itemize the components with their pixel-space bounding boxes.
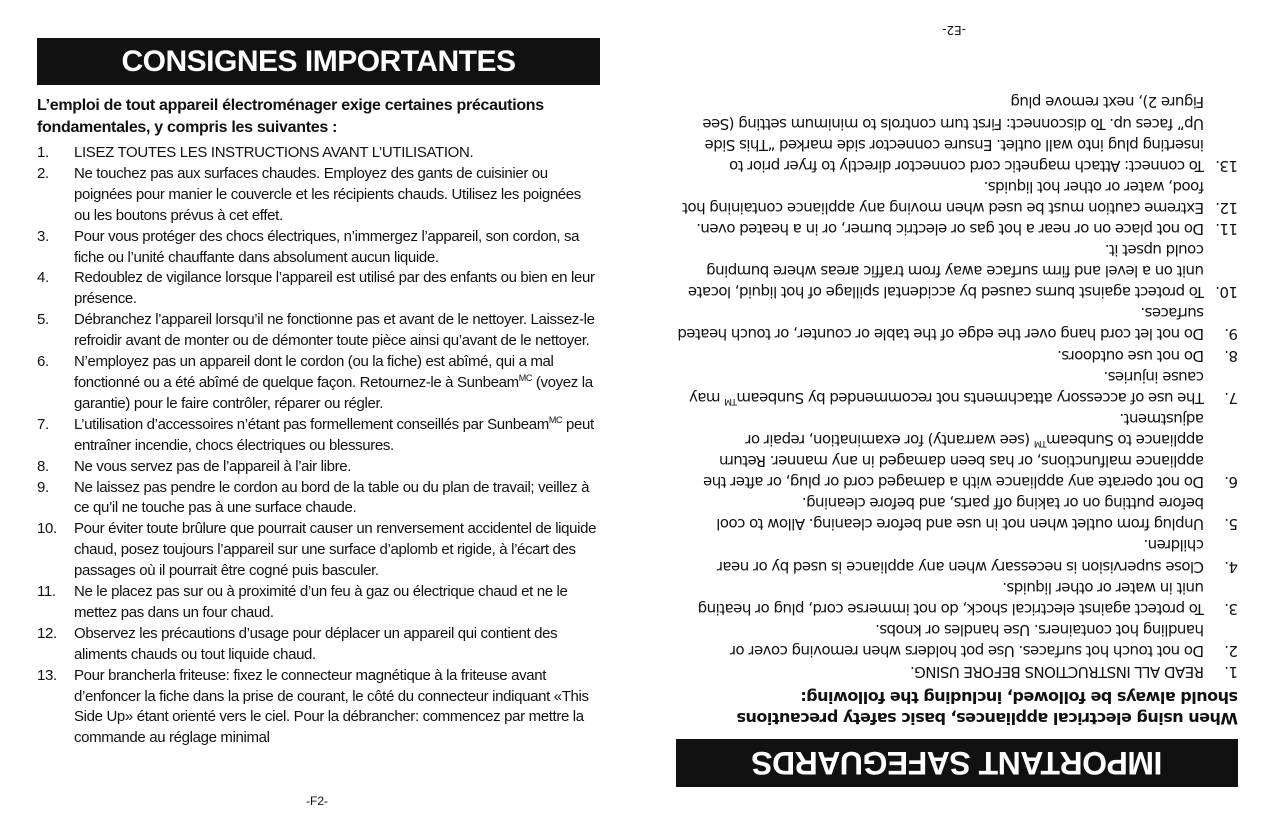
item-number: 8. [37,457,49,475]
item-number: 3. [37,227,49,245]
item-text: Do not use outdoors. [1057,346,1204,365]
item-number: 12. [1215,198,1238,217]
item-text: Close supervision is necessary when any appliance is used by or near children. [717,536,1204,576]
english-page-number: -E2- [942,23,966,37]
item-number: 11. [1215,220,1238,239]
item-number: 4. [37,269,49,287]
english-content [676,91,1238,787]
list-item [676,91,1238,175]
list-item [37,624,600,666]
item-text-part: (see warranty) for examination, repair or adjustment. [745,409,1204,449]
item-number: 4. [1224,557,1238,576]
list-item [37,352,600,415]
item-text: Do not let cord hang over the edge of the table or counter, or touch heated surfaces. [677,304,1204,344]
item-number: 6. [1224,473,1238,492]
item-number: 10. [37,520,57,538]
item-text: Do not touch hot surfaces. Use pot holders when removing cover or handling hot containers. Use handles or knobs. [730,620,1204,660]
french-page-number: -F2- [306,794,328,808]
item-number: 2. [37,164,49,182]
trademark-mark: TM [1034,437,1047,448]
item-number: 7. [1224,388,1238,407]
item-text-part: Do not operate any appliance with a damaged cord or plug, or after the appliance malfunctions, or has been damaged in any manner. Return appliance to Sunbeam [703,430,1204,492]
item-text: Ne laissez pas pendre le cordon au bord de la table ou du plan de travail; veillez à ce qu’il ne touche pas à une surface chaude. [74,478,590,517]
item-text-part: peut entraîner incendie, chocs électriques ou blessures. [74,415,594,454]
item-number: 9. [37,478,49,496]
list-item [676,176,1238,218]
trademark-mark: MC [548,414,563,425]
list-item [37,666,600,750]
item-text: To protect against electrical shock, do not immerse cord, plug or heating unit in water or other liquids. [698,578,1204,618]
list-item [676,577,1238,619]
item-number: 2. [1224,641,1238,660]
french-content [37,38,600,749]
item-number: 13. [1215,156,1238,175]
item-number: 7. [37,415,49,433]
french-safeguards-list [37,143,600,749]
trademark-mark: MC [518,372,533,383]
french-title-banner: CONSIGNES IMPORTANTES [37,38,600,85]
item-text: Ne le placez pas sur ou à proximité d’un feu à gaz ou électrique chaud et ne le mettez pas dans un four chaud. [74,583,568,621]
item-text: Débranchez l’appareil lorsqu’il ne fonctionne pas et avant de le nettoyer. Laissez-le refroidir avant de monter ou de démonter toute pièce ainsi qu’avant de le nettoyer. [74,311,595,350]
item-number: 3. [1224,599,1238,618]
list-item [37,143,600,164]
item-text: Unplug from outlet when not in use and before cleaning. Allow to cool before putting on or taking off parts, and before cleaning. [716,494,1204,534]
french-page [0,0,637,825]
item-text: Pour vous protéger des chocs électriques, n’immergez l’appareil, son cordon, sa fiche ou l’unité chauffante dans absolument aucun liquide. [74,227,580,266]
item-text: LISEZ TOUTES LES INSTRUCTIONS AVANT L’UTILISATION. [74,144,474,161]
item-text-part: L’utilisation d’accessoires n’étant pas formellement conseillés par Sunbeam [74,415,549,433]
item-text: Pour éviter toute brûlure que pourrait causer un renversement accidentel de liquide chaud, posez toujours l’appareil sur une surface d’aplomb et rigide, à l’écart des passages où il pourrait être cogné puis basculer. [74,520,597,580]
item-number: 5. [1224,515,1238,534]
list-item [676,239,1238,302]
item-text [676,408,1204,492]
list-item [37,164,600,227]
item-number: 12. [37,624,57,642]
list-item [37,268,600,310]
english-page [637,0,1275,825]
english-title-banner: IMPORTANT SAFEGUARDS [676,739,1238,787]
item-number: 13. [37,666,57,684]
item-text-part: The use of accessory attachments not recommended by Sunbeam [736,388,1204,407]
list-item [37,227,600,269]
item-text [74,415,600,457]
item-text: Ne vous servez pas de l’appareil à l’air libre. [74,457,352,475]
list-item [37,457,600,478]
list-item [676,408,1238,492]
item-text: To protect against burns caused by accidental spillage of hot liquid, locate unit on a level and firm surface away from traffic areas where bumping could upset it. [688,241,1204,302]
item-number: 8. [1224,346,1238,365]
list-item [676,366,1238,408]
list-item [676,534,1238,576]
english-page-rotated [637,0,1275,825]
item-text [74,352,600,415]
english-intro: When using electrical appliances, basic safety precautions should always be followed, including the following: [736,688,1238,728]
list-item [676,492,1238,534]
item-number: 10. [1215,283,1238,302]
item-text: Redoublez de vigilance lorsque l’appareil est utilisé par des enfants ou bien en leur présence. [74,269,595,308]
item-text-part: (voyez la garantie) pour le faire contrôler, réparer ou régler. [74,373,593,412]
item-text: To connect: Attach magnetic cord connector directly to fryer prior to inserting plug into wall outlet. Ensure connector side marked “This Side Up” faces up. To disconnect: First turn controls to minimum setting (See Figure 2), next remove plug [702,93,1204,175]
item-text: Do not place on or near a hot gas or electric burner, or in a heated oven. [696,220,1204,239]
item-text: Extreme caution must be used when moving any appliance containing hot food, water or other hot liquids. [682,177,1204,217]
item-text [676,366,1204,408]
english-safeguards-list [676,91,1238,682]
item-number: 9. [1224,325,1238,344]
item-number: 11. [37,583,56,601]
list-item [676,619,1238,661]
trademark-mark: TM [724,395,737,406]
item-text-part: may cause injuries. [689,367,1204,407]
item-number: 6. [37,353,49,371]
list-item [676,661,1238,682]
list-item [676,302,1238,344]
list-item [37,582,600,624]
item-text: READ ALL INSTRUCTIONS BEFORE USING. [910,663,1204,681]
item-text: Ne touchez pas aux surfaces chaudes. Employez des gants de cuisinier ou poignées pour manier le couvercle et les récipients chauds. Utilisez les poignées ou les boutons prévus à cet effet. [74,164,581,224]
list-item [37,310,600,352]
item-number: 1. [1224,663,1238,681]
item-text: Observez les précautions d’usage pour déplacer un appareil qui contient des aliments chauds ou tout liquide chaud. [74,624,558,663]
item-text-part: N’employez pas un appareil dont le cordon (ou la fiche) est abîmé, qui a mal fonctionné ou a été abîmé de quelque façon. Retournez-le à Sunbeam [74,353,554,391]
item-text: Pour brancherla friteuse: fixez le connecteur magnétique à la friteuse avant d’enfoncer la fiche dans la prise de courant, le côté du connecteur indiquant «This Side Up» étant orienté vers le ciel. Pour la débrancher: commencez par mettre la commande au réglage minimal [74,666,589,747]
list-item [676,218,1238,239]
item-number: 1. [37,144,49,161]
list-item [37,415,600,457]
french-intro: L’emploi de tout appareil électroménager exige certaines précautions fondamentales, y compris les suivantes : [37,97,544,136]
list-item [676,345,1238,366]
item-number: 5. [37,311,49,329]
list-item [37,519,600,582]
list-item [37,478,600,520]
